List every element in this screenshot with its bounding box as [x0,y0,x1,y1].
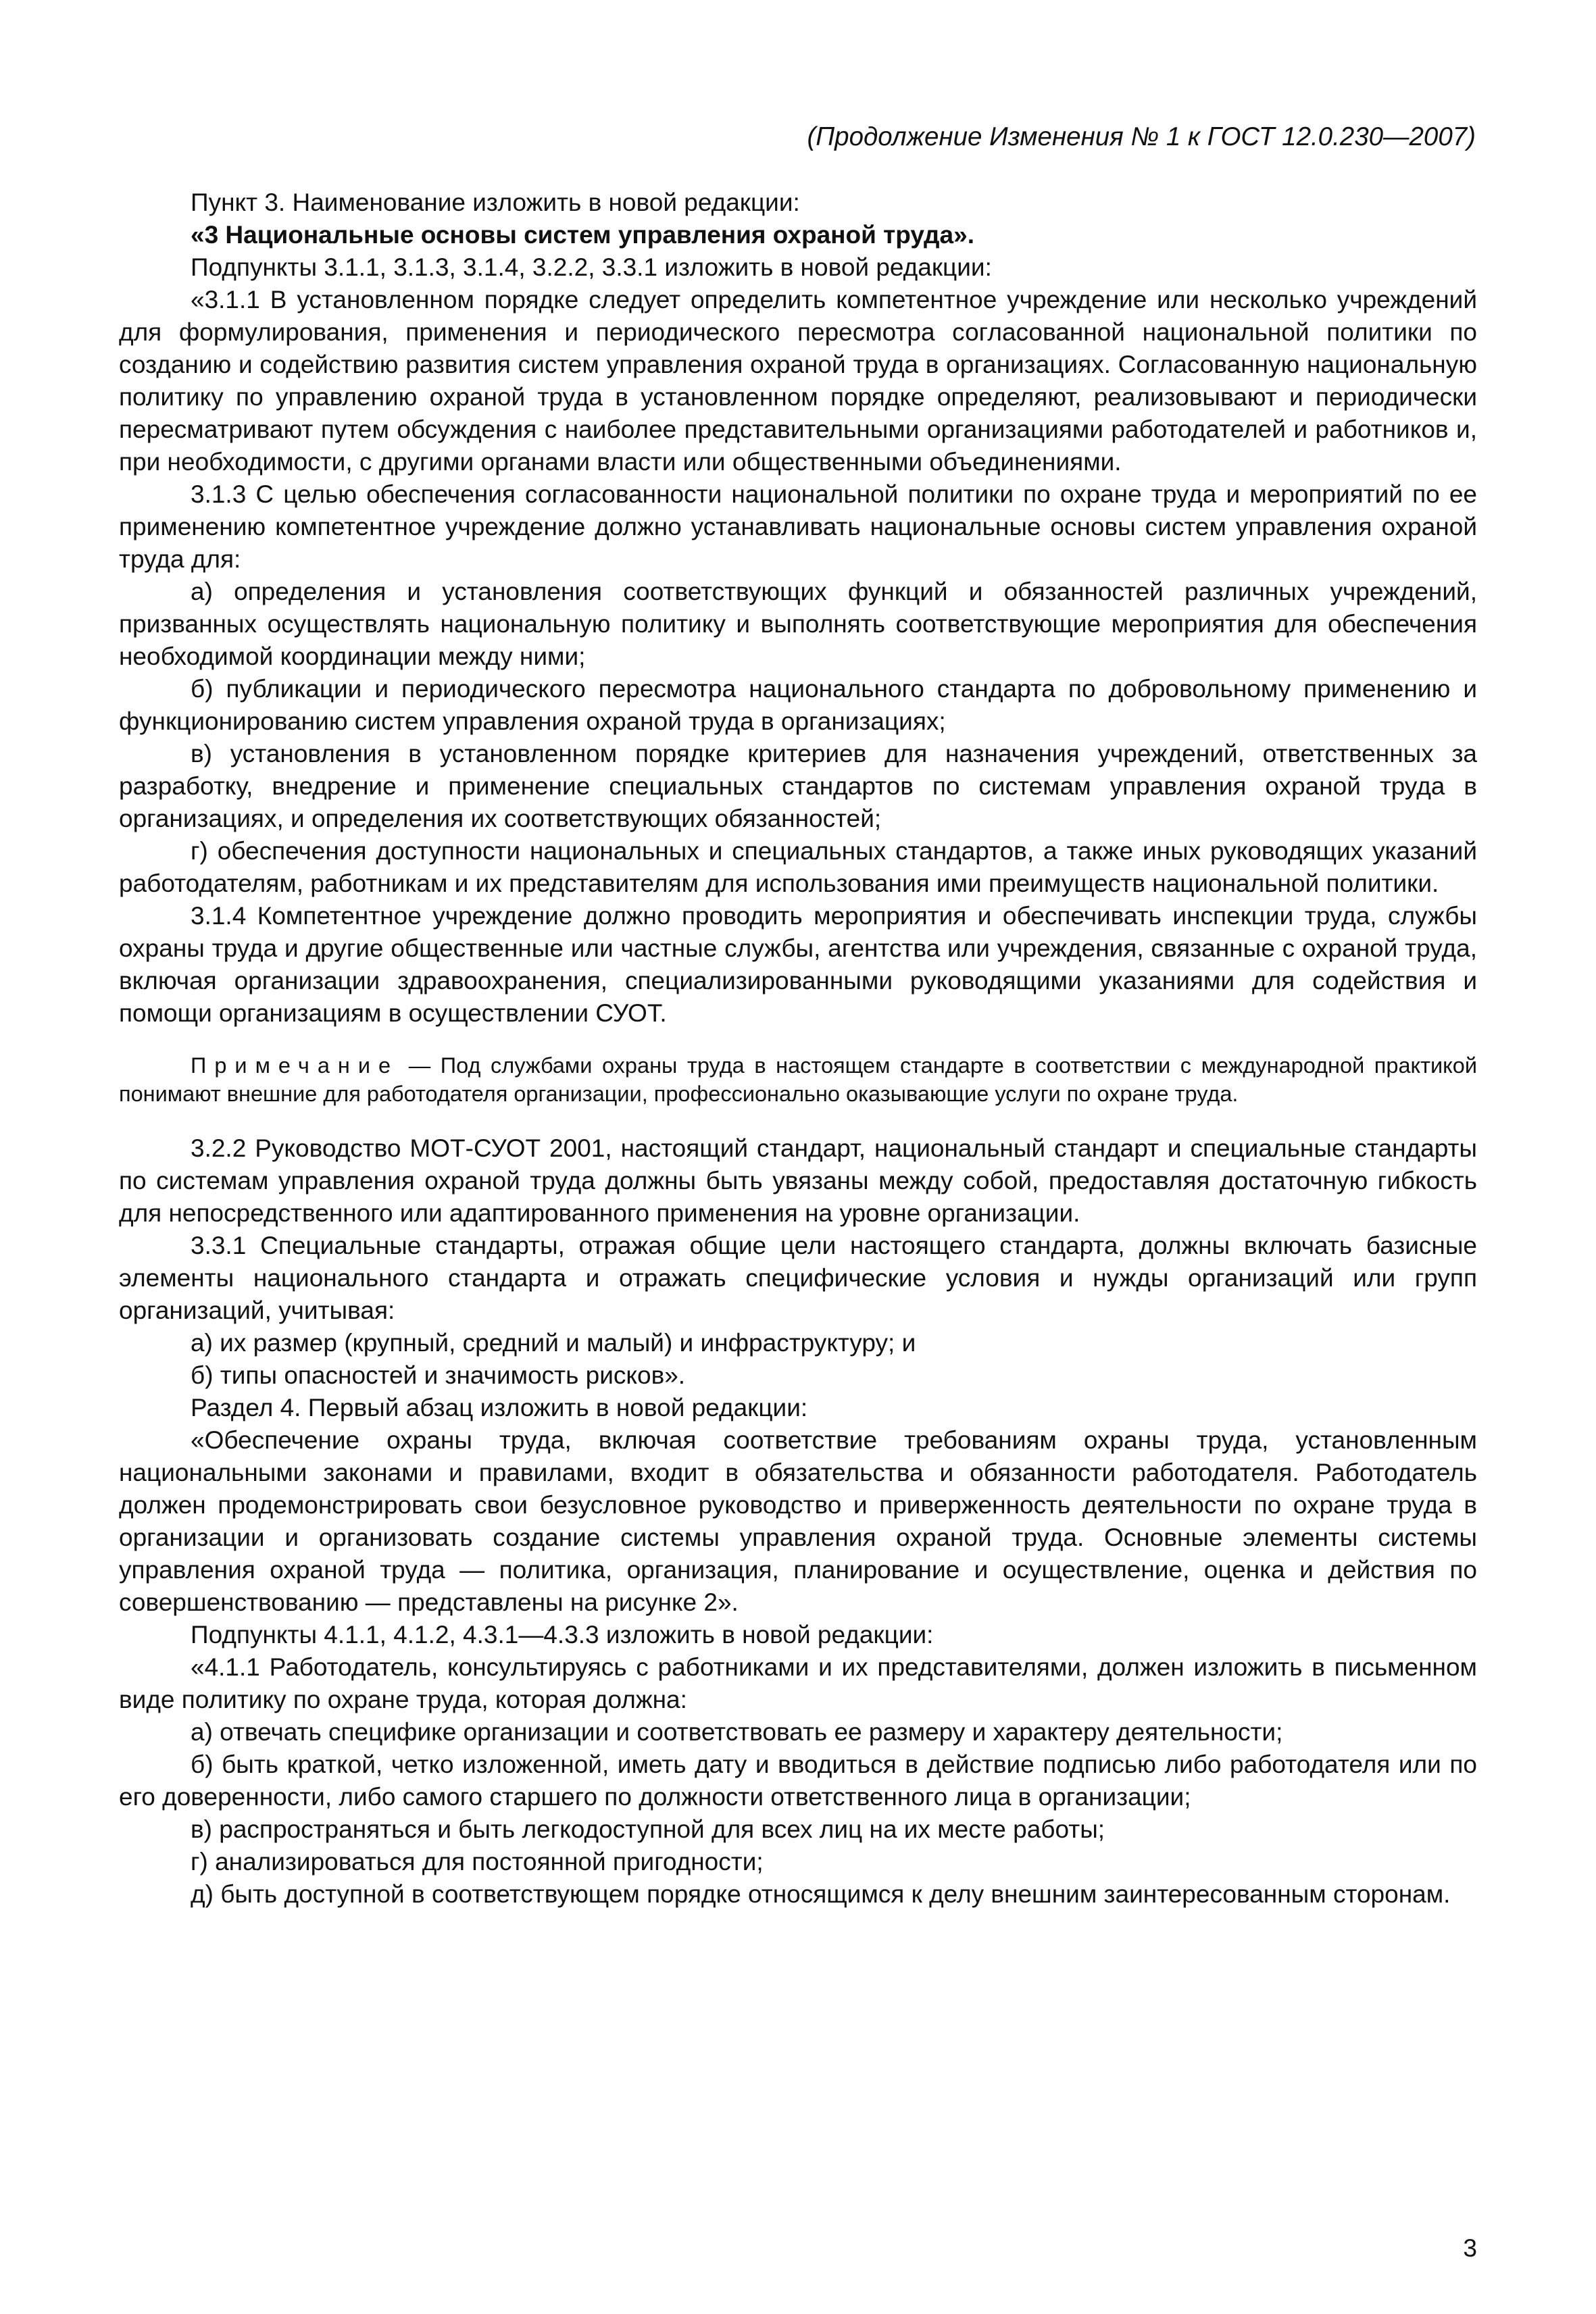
page-header: (Продолжение Изменения № 1 к ГОСТ 12.0.230—2007) [807,122,1476,151]
list-item: а) определения и установления соответствующих функций и обязанностей различных учреждений, призванных осуществлять национальную политику и выполнять соответствующие мероприятия для обеспечения необходимой координации между ними; [119,578,1477,670]
note [119,1051,1477,1108]
list-item: в) распространяться и быть легкодоступной для всех лиц на их месте работы; [191,1815,1105,1843]
paragraph: «4.1.1 Работодатель, консультируясь с работниками и их представителями, должен изложить в письменном виде политику по охране труда, которая должна: [119,1653,1477,1713]
paragraph: Раздел 4. Первый абзац изложить в новой редакции: [191,1394,808,1422]
list-item: г) обеспечения доступности национальных и специальных стандартов, а также иных руководящих указаний работодателям, работникам и их представителям для использования ими преимуществ национальной политики. [119,837,1477,897]
paragraph: Подпункты 3.1.1, 3.1.3, 3.1.4, 3.2.2, 3.3.1 изложить в новой редакции: [191,253,992,281]
document-page [119,120,1477,2269]
page-number: 3 [1463,2234,1477,2262]
list-item: г) анализироваться для постоянной пригодности; [191,1848,764,1876]
list-item: б) публикации и периодического пересмотра национального стандарта по добровольному применению и функционированию систем управления охраной труда в организациях; [119,675,1477,735]
paragraph: «3.1.1 В установленном порядке следует определить компетентное учреждение или несколько учреждений для формулирования, применения и периодического пересмотра согласованной национальной политики по созданию и содействию развития систем управления охраной труда в организациях. Согласованную национальную политику по управлению охраной труда в установленном порядке определяют, реализовывают и периодически пересматривают путем обсуждения с наиболее представительными организациями работодателей и работников и, при необходимости, с другими органами власти или общественными объединениями. [119,286,1477,476]
list-item: д) быть доступной в соответствующем порядке относящимся к делу внешним заинтересованным сторонам. [191,1880,1451,1908]
paragraph: Подпункты 4.1.1, 4.1.2, 4.3.1—4.3.3 изложить в новой редакции: [191,1621,934,1649]
paragraph: Пункт 3. Наименование изложить в новой редакции: [191,188,800,216]
paragraph: 3.1.3 С целью обеспечения согласованности национальной политики по охране труда и мероприятий по ее применению компетентное учреждение должно устанавливать национальные основы систем управления охраной труда для: [119,480,1477,573]
paragraph: 3.3.1 Специальные стандарты, отражая общие цели настоящего стандарта, должны включать базисные элементы национального стандарта и отражать специфические условия и нужды организаций или групп организаций, учитывая: [119,1232,1477,1324]
list-item: б) типы опасностей и значимость рисков». [191,1361,686,1389]
paragraph: 3.1.4 Компетентное учреждение должно проводить мероприятия и обеспечивать инспекции труда, службы охраны труда и другие общественные или частные службы, агентства или учреждения, связанные с охраной труда, включая организации здравоохранения, специализированными руководящими указаниями для содействия и помощи организациям в осуществлении СУОТ. [119,902,1477,1027]
document-body [119,186,1477,1911]
list-item: в) установления в установленном порядке критериев для назначения учреждений, ответственных за разработку, внедрение и применение специальных стандартов по системам управления охраной труда в организациях, и определения их соответствующих обязанностей; [119,740,1477,832]
list-item: б) быть краткой, четко изложенной, иметь дату и вводиться в действие подписью либо работодателя или по его доверенности, либо самого старшего по должности ответственного лица в организации; [119,1751,1477,1811]
section-title: «3 Национальные основы систем управления охраной труда». [191,221,974,249]
paragraph: 3.2.2 Руководство МОТ-СУОТ 2001, настоящий стандарт, национальный стандарт и специальные стандарты по системам управления охраной труда должны быть увязаны между собой, предоставляя достаточную гибкость для непосредственного или адаптированного применения на уровне организации. [119,1134,1477,1227]
list-item: а) их размер (крупный, средний и малый) и инфраструктуру; и [191,1329,916,1357]
note-label: Примечание [191,1053,399,1078]
paragraph: «Обеспечение охраны труда, включая соответствие требованиям охраны труда, установленным национальными законами и правилами, входит в обязательства и обязанности работодателя. Работодатель должен продемонстрировать свои безусловное руководство и приверженность деятельности по охране труда в организации и организовать создание системы управления охраной труда. Основные элементы системы управления охраной труда — политика, организация, планирование и осуществление, оценка и действия по совершенствованию — представлены на рисунке 2». [119,1426,1477,1616]
note-text: — Под службами охраны труда в настоящем стандарте в соответствии с международной практикой понимают внешние для работодателя организации, профессионально оказывающие услуги по охране труда. [119,1053,1477,1106]
list-item: а) отвечать специфике организации и соответствовать ее размеру и характеру деятельности; [191,1718,1283,1746]
